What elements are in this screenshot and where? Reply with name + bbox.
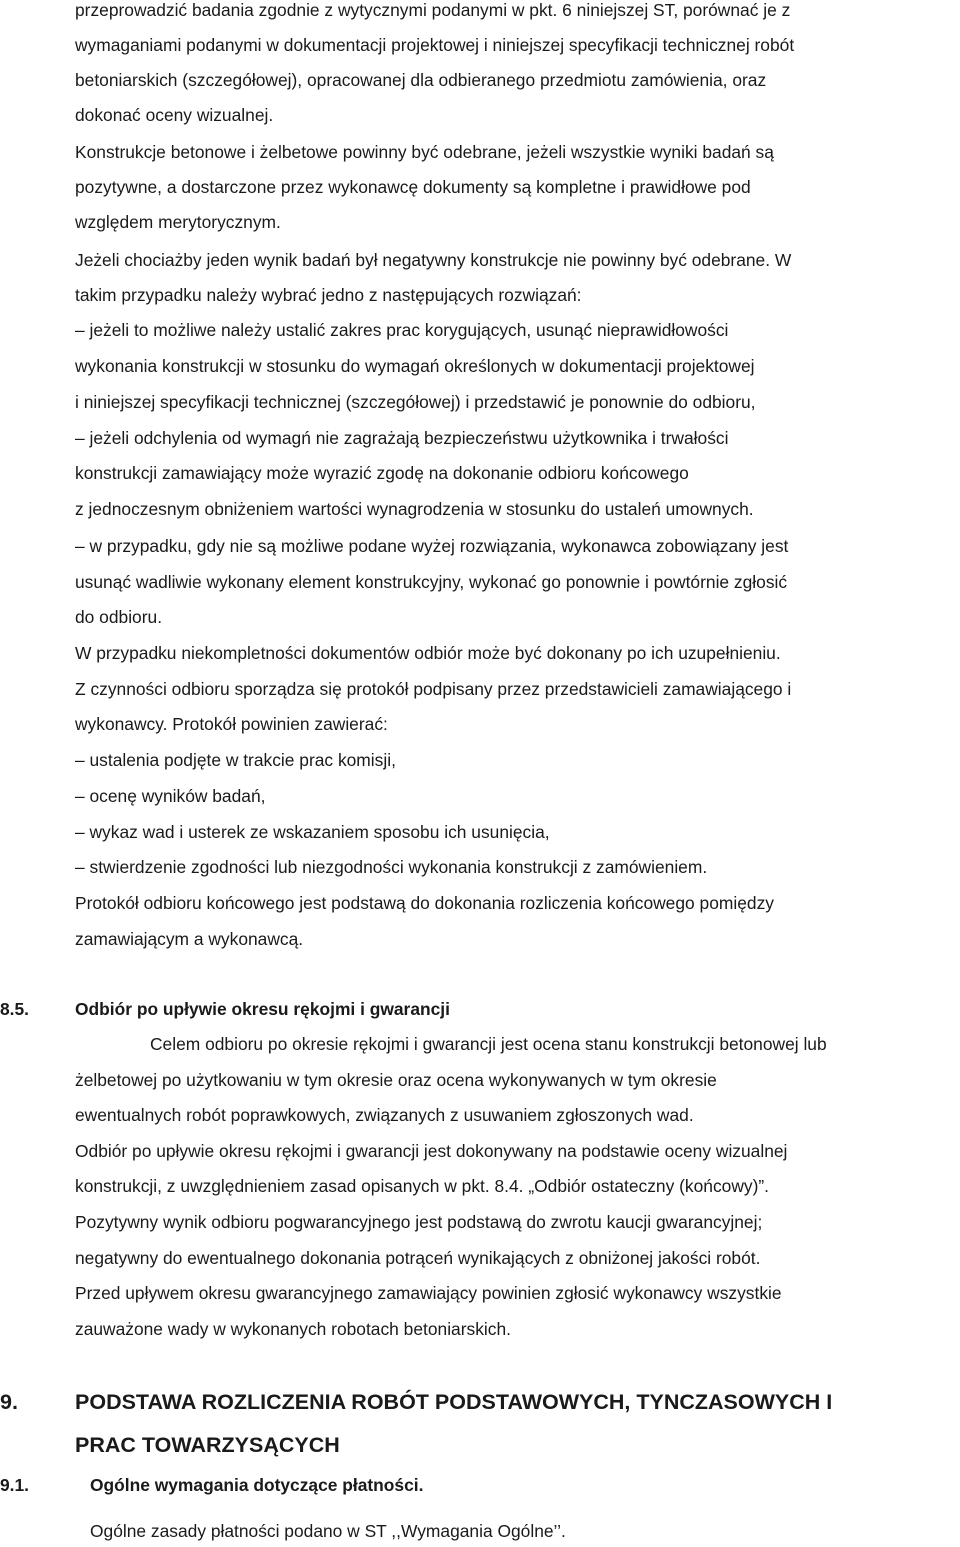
list-item: – ocenę wyników badań,	[75, 786, 266, 806]
text-line: dokonać oceny wizualnej.	[75, 105, 274, 125]
list-item: – wykaz wad i usterek ze wskazaniem sposobu ich usunięcia,	[75, 822, 550, 842]
section-number: 8.5.	[0, 999, 30, 1019]
text-line: usunąć wadliwie wykonany element konstrukcyjny, wykonać go ponownie i powtórnie zgłosić	[75, 572, 788, 592]
text-line: Ogólne zasady płatności podano w ST ,,Wymagania Ogólne’’.	[90, 1521, 566, 1541]
list-item: – jeżeli odchylenia od wymagń nie zagrażają bezpieczeństwu użytkownika i trwałości	[75, 428, 729, 448]
text-line: Pozytywny wynik odbioru pogwarancyjnego jest podstawą do zwrotu kaucji gwarancyjnej;	[75, 1212, 763, 1232]
chapter-title: PODSTAWA ROZLICZENIA ROBÓT PODSTAWOWYCH, TYNCZASOWYCH I	[75, 1390, 833, 1414]
list-item: – jeżeli to możliwe należy ustalić zakres prac korygujących, usunąć nieprawidłowości	[75, 320, 729, 340]
text-line: Z czynności odbioru sporządza się protokół podpisany przez przedstawicieli zamawiającego i	[75, 679, 792, 699]
text-line: ewentualnych robót poprawkowych, związanych z usuwaniem zgłoszonych wad.	[75, 1105, 694, 1125]
text-line: Jeżeli chociażby jeden wynik badań był negatywny konstrukcje nie powinny być odebrane. W	[75, 250, 792, 270]
list-item: – ustalenia podjęte w trakcie prac komisji,	[75, 750, 396, 770]
text-line: konstrukcji zamawiający może wyrazić zgodę na dokonanie odbioru końcowego	[75, 463, 689, 483]
text-line: wykonania konstrukcji w stosunku do wymagań określonych w dokumentacji projektowej	[75, 356, 755, 376]
text-line: i niniejszej specyfikacji technicznej (szczegółowej) i przedstawić je ponownie do odbioru,	[75, 392, 756, 412]
text-line: Odbiór po upływie okresu rękojmi i gwarancji jest dokonywany na podstawie oceny wizualnej	[75, 1141, 788, 1161]
text-line: z jednoczesnym obniżeniem wartości wynagrodzenia w stosunku do ustaleń umownych.	[75, 499, 754, 519]
text-line: W przypadku niekompletności dokumentów odbiór może być dokonany po ich uzupełnieniu.	[75, 643, 781, 663]
chapter-number: 9.	[0, 1390, 18, 1414]
text-line: Konstrukcje betonowe i żelbetowe powinny być odebrane, jeżeli wszystkie wyniki badań są	[75, 142, 774, 162]
list-item: – w przypadku, gdy nie są możliwe podane wyżej rozwiązania, wykonawca zobowiązany jest	[75, 536, 789, 556]
text-line: wymaganiami podanymi w dokumentacji projektowej i niniejszej specyfikacji technicznej robót	[75, 35, 795, 55]
text-line: do odbioru.	[75, 607, 163, 627]
text-line: konstrukcji, z uwzględnieniem zasad opisanych w pkt. 8.4. „Odbiór ostateczny (końcowy)”.	[75, 1176, 769, 1196]
list-item: – stwierdzenie zgodności lub niezgodności wykonania konstrukcji z zamówieniem.	[75, 857, 708, 877]
subsection-number: 9.1.	[0, 1475, 30, 1495]
text-line: Przed upływem okresu gwarancyjnego zamawiający powinien zgłosić wykonawcy wszystkie	[75, 1283, 782, 1303]
text-line: zauważone wady w wykonanych robotach betoniarskich.	[75, 1319, 511, 1339]
text-line: Celem odbioru po okresie rękojmi i gwarancji jest ocena stanu konstrukcji betonowej lub	[150, 1034, 827, 1054]
text-line: względem merytorycznym.	[75, 212, 281, 232]
text-line: zamawiającym a wykonawcą.	[75, 929, 304, 949]
text-line: przeprowadzić badania zgodnie z wytycznymi podanymi w pkt. 6 niniejszej ST, porównać je z	[75, 0, 791, 20]
chapter-title-continued: PRAC TOWARZYSĄCYCH	[75, 1433, 340, 1457]
text-line: pozytywne, a dostarczone przez wykonawcę dokumenty są kompletne i prawidłowe pod	[75, 177, 751, 197]
text-line: Protokół odbioru końcowego jest podstawą do dokonania rozliczenia końcowego pomiędzy	[75, 893, 774, 913]
text-line: wykonawcy. Protokół powinien zawierać:	[75, 714, 388, 734]
subsection-title: Ogólne wymagania dotyczące płatności.	[90, 1475, 424, 1495]
section-title: Odbiór po upływie okresu rękojmi i gwarancji	[75, 999, 450, 1019]
text-line: betoniarskich (szczegółowej), opracowanej dla odbieranego przedmiotu zamówienia, oraz	[75, 70, 767, 90]
text-line: żelbetowej po użytkowaniu w tym okresie oraz ocena wykonywanych w tym okresie	[75, 1070, 717, 1090]
text-line: takim przypadku należy wybrać jedno z następujących rozwiązań:	[75, 285, 582, 305]
text-line: negatywny do ewentualnego dokonania potrąceń wynikających z obniżonej jakości robót.	[75, 1248, 761, 1268]
